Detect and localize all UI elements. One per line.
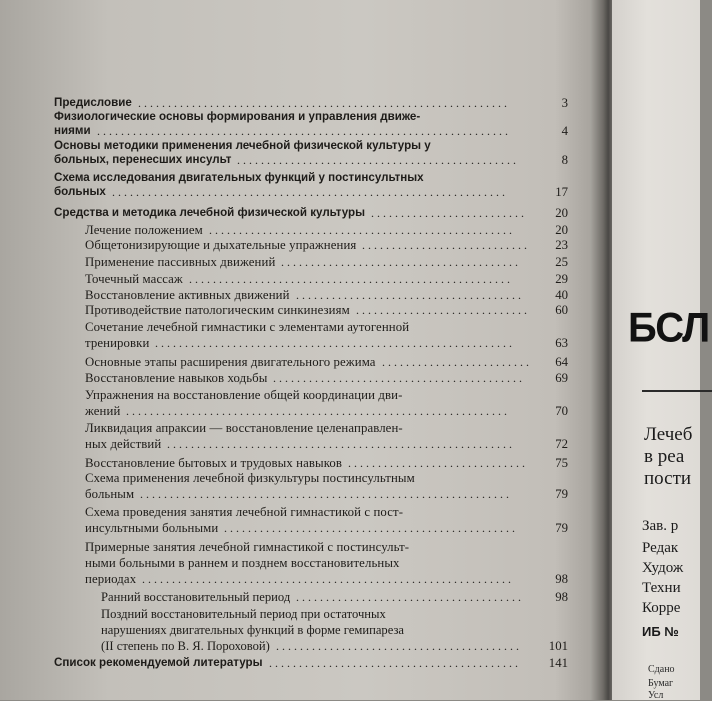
- toc-entry-text: ных действий: [85, 437, 162, 451]
- toc-page-number: 60: [555, 303, 568, 317]
- dot-leader: ..........................................: [269, 656, 521, 670]
- toc-entry-text: Восстановление бытовых и трудовых навыков: [85, 456, 343, 470]
- toc-page-number: 4: [561, 124, 568, 138]
- toc-entry-text: периодах: [85, 572, 137, 586]
- dot-leader: ............................................................: [155, 336, 515, 350]
- tiny-line: Усл: [648, 690, 664, 701]
- toc-page-number: 70: [555, 404, 568, 418]
- dot-leader: ..........................: [371, 206, 527, 220]
- dot-leader: ..............................................................: [140, 487, 512, 501]
- toc-page-number: 3: [561, 96, 568, 110]
- toc-page-number: 75: [555, 456, 568, 470]
- toc-page-number: 98: [555, 590, 568, 604]
- toc-page-number: 79: [555, 487, 568, 501]
- toc-entry-text: Ликвидация апраксии — восстановление целенаправлен-: [85, 421, 403, 435]
- tiny-line: Бумаг: [648, 678, 674, 689]
- toc-entry-text: Список рекомендуемой литературы: [54, 656, 263, 669]
- toc-entry-text: больным: [85, 487, 135, 501]
- right-page: [612, 0, 710, 701]
- credit-line: Редак: [642, 540, 679, 556]
- toc-entry-text: Основные этапы расширения двигательного режима: [85, 355, 376, 369]
- dot-leader: .....................................................................: [97, 124, 511, 138]
- toc-entry-text: Примерные занятия лечебной гимнастикой с постинсульт-: [85, 540, 410, 554]
- toc-entry-text: тренировки: [85, 336, 150, 350]
- dot-leader: ..........................................: [273, 371, 525, 385]
- toc-entry-text: ниями: [54, 124, 91, 137]
- credit-line: Корре: [642, 600, 681, 616]
- toc-entry-text: больных: [54, 185, 106, 198]
- toc-page-number: 25: [555, 255, 568, 269]
- toc-entry-text: Упражнения на восстановление общей координации дви-: [85, 388, 403, 402]
- toc-entry-text: больных, перенесших инсульт: [54, 153, 232, 166]
- dot-leader: ..............................................................: [142, 572, 514, 586]
- toc-entry-text: Сочетание лечебной гимнастики с элементами аутогенной: [85, 320, 410, 334]
- toc-page-number: 29: [555, 272, 568, 286]
- dot-leader: ......................................: [296, 590, 524, 604]
- toc-entry-text: Восстановление активных движений: [85, 288, 290, 302]
- dot-leader: ......................................................: [189, 272, 513, 286]
- toc-page-number: 69: [555, 371, 568, 385]
- toc-entry-text: Восстановление навыков ходьбы: [85, 371, 268, 385]
- dot-leader: .........................: [382, 355, 532, 369]
- toc-entry-text: нарушениях двигательных функций в форме гемипареза: [101, 623, 405, 637]
- dot-leader: .............................: [356, 303, 530, 317]
- toc-entry-text: Схема исследования двигательных функций у постинсультных: [54, 171, 424, 184]
- dot-leader: .........................................: [276, 639, 522, 653]
- toc-page-number: 101: [548, 639, 568, 653]
- credit-line: Зав. р: [642, 518, 679, 534]
- imprint-line: в реа: [644, 446, 685, 467]
- imprint-line: Лечеб: [644, 424, 693, 445]
- toc-page-number: 63: [555, 336, 568, 350]
- toc-entry-text: инсультными больными: [85, 521, 219, 535]
- tiny-line: Сдано: [648, 664, 675, 675]
- dot-leader: ........................................: [281, 255, 521, 269]
- toc-entry-text: Схема применения лечебной физкультуры постинсультным: [85, 471, 415, 485]
- divider-rule: [642, 390, 712, 392]
- toc-entry-text: Средства и методика лечебной физической культуры: [54, 206, 366, 219]
- dot-leader: ...............................................: [237, 153, 519, 167]
- credit-line: Худож: [642, 560, 684, 576]
- toc-entry-text: (II степень по В. Я. Пороховой): [101, 639, 270, 653]
- dot-leader: ..................................................................: [112, 185, 508, 199]
- toc-page-number: 8: [561, 153, 568, 167]
- dot-leader: ................................................................: [126, 404, 510, 418]
- toc-page-number: 20: [555, 223, 568, 237]
- toc-page-number: 40: [555, 288, 568, 302]
- toc-page-number: 79: [555, 521, 568, 535]
- imprint-line: пости: [644, 468, 692, 489]
- dot-leader: .................................................: [224, 521, 518, 535]
- toc-entry-text: жений: [85, 404, 121, 418]
- credit-line: Техни: [642, 580, 681, 596]
- dot-leader: ............................: [362, 238, 530, 252]
- dot-leader: ......................................: [296, 288, 524, 302]
- toc-page-number: 23: [555, 238, 568, 252]
- dot-leader: ...................................................: [209, 223, 515, 237]
- toc-entry-text: Лечение положением: [85, 223, 203, 237]
- toc-page-number: 98: [555, 572, 568, 586]
- toc-page-number: 64: [555, 355, 568, 369]
- toc-entry-text: Ранний восстановительный период: [101, 590, 291, 604]
- toc-entry-text: Схема проведения занятия лечебной гимнастикой с пост-: [85, 505, 404, 519]
- toc-page-number: 17: [555, 185, 568, 199]
- toc-page-number: 141: [548, 656, 568, 670]
- toc-page-number: 72: [555, 437, 568, 451]
- toc-entry-text: Точечный массаж: [85, 272, 183, 286]
- toc-entry-text: Предисловие: [54, 96, 132, 109]
- toc-entry-text: Общетонизирующие и дыхательные упражнения: [85, 238, 357, 252]
- toc-entry-text: Основы методики применения лечебной физической культуры у: [54, 139, 431, 152]
- toc-entry-text: Поздний восстановительный период при остаточных: [101, 607, 386, 621]
- toc-entry-text: Противодействие патологическим синкинезиям: [85, 303, 350, 317]
- toc-entry-text: Применение пассивных движений: [85, 255, 276, 269]
- toc-page-number: 20: [555, 206, 568, 220]
- ib-number: ИБ №: [642, 624, 679, 639]
- dot-leader: ..........................................................: [167, 437, 515, 451]
- dot-leader: ..............................................................: [138, 96, 510, 110]
- publisher-logo: БСЛ: [628, 304, 710, 352]
- toc-entry-text: ными больными в раннем и позднем восстановительных: [85, 556, 400, 570]
- toc-entry-text: Физиологические основы формирования и управления движе-: [54, 110, 421, 123]
- dot-leader: ..............................: [348, 456, 528, 470]
